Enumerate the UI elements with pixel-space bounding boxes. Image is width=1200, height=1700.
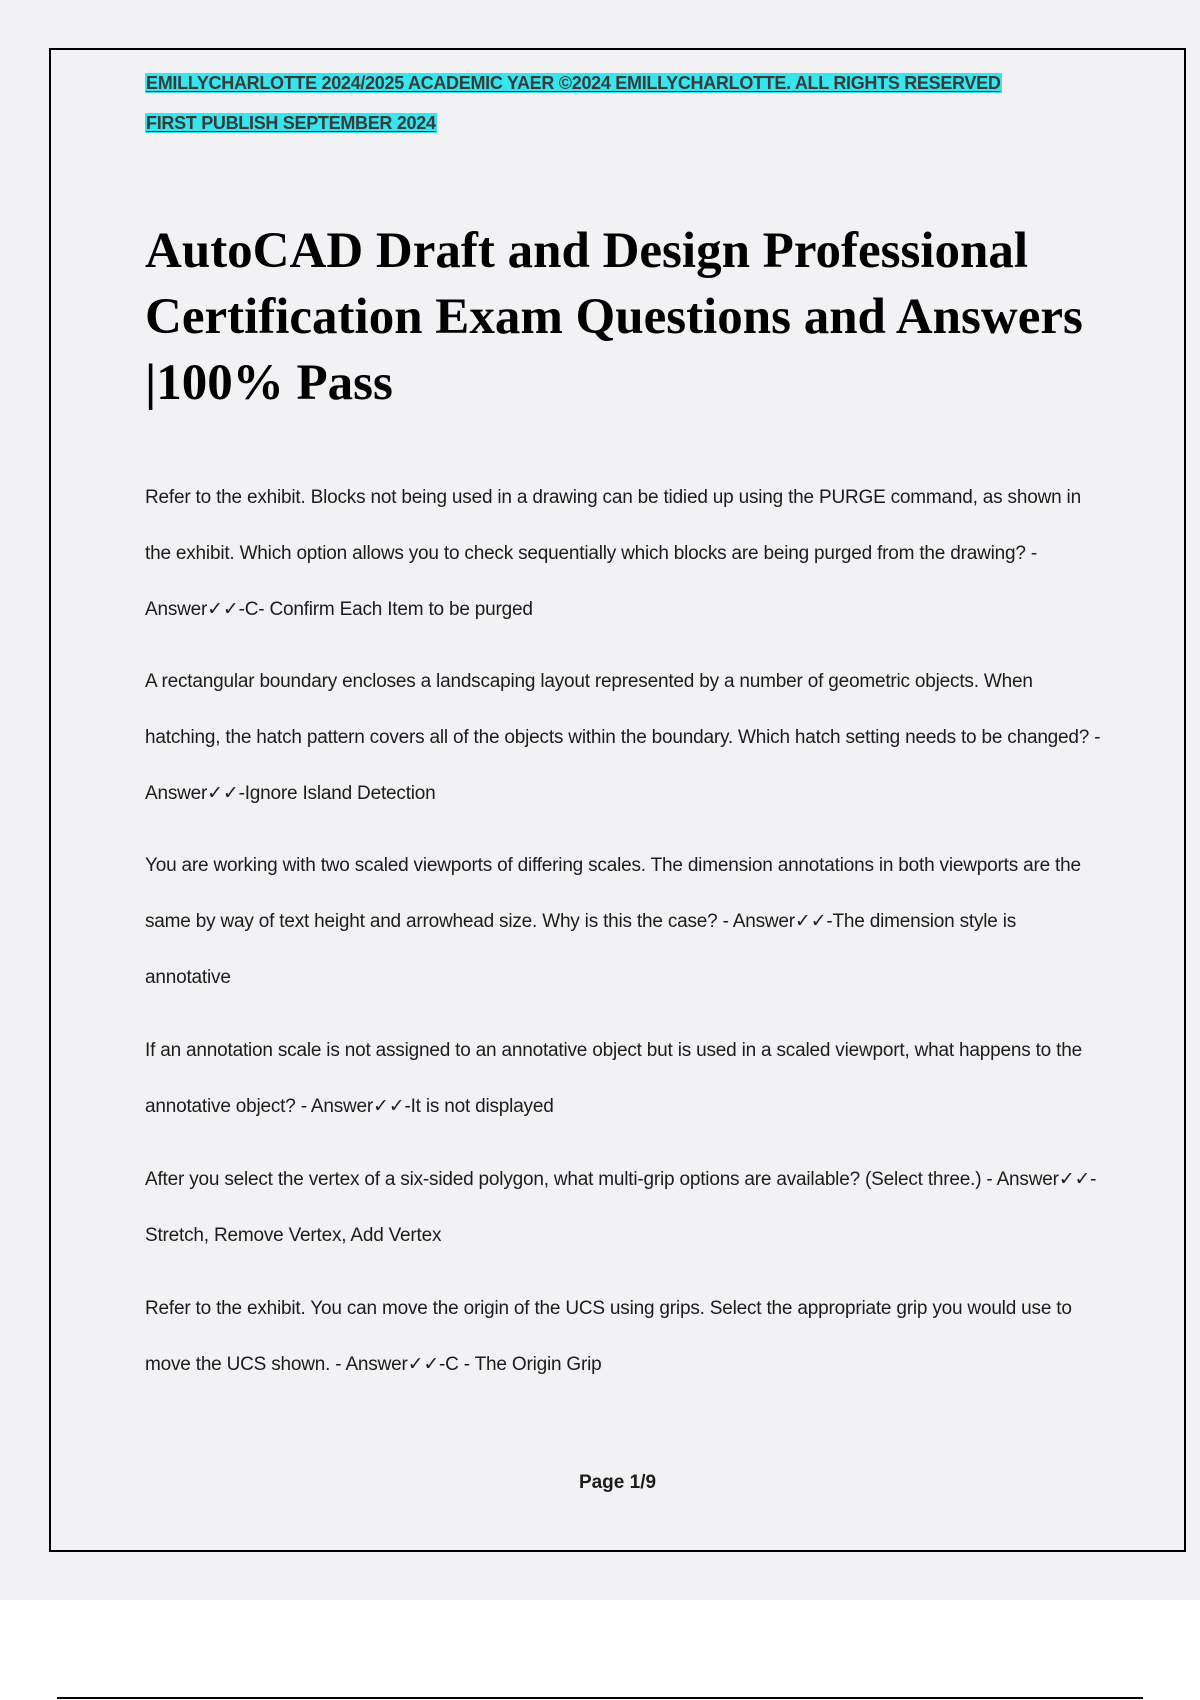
qa-item-5: After you select the vertex of a six-sided polygon, what multi-grip options are available? (Select three.) - Answer✓✓-Stretch, Remove Vertex, Add Vertex xyxy=(145,1169,1097,1246)
header-publish-date xyxy=(145,113,437,134)
next-page-divider xyxy=(57,1697,1143,1699)
header-copyright-text: EMILLYCHARLOTTE 2024/2025 ACADEMIC YAER ©2024 EMILLYCHARLOTTE. ALL RIGHTS RESERVED xyxy=(146,73,1001,93)
header-copyright xyxy=(145,73,1002,94)
qa-item-6: Refer to the exhibit. You can move the origin of the UCS using grips. Select the appropriate grip you would use to move the UCS shown. - Answer✓✓-C - The Origin Grip xyxy=(145,1298,1072,1375)
qa-item-4: If an annotation scale is not assigned to an annotative object but is used in a scaled viewport, what happens to the annotative object? - Answer✓✓-It is not displayed xyxy=(145,1040,1082,1117)
header-publish-text: FIRST PUBLISH SEPTEMBER 2024 xyxy=(146,113,436,133)
qa-item-3: You are working with two scaled viewports of differing scales. The dimension annotations in both viewports are the same by way of text height and arrowhead size. Why is this the case? - Answer✓✓-The dimension style is annotative xyxy=(145,855,1081,988)
page-number: Page 1/9 xyxy=(578,1472,657,1493)
qa-item-2: A rectangular boundary encloses a landscaping layout represented by a number of geometric objects. When hatching, the hatch pattern covers all of the objects within the boundary. Which hatch setting needs to be changed? - Answer✓✓-Ignore Island Detection xyxy=(145,671,1101,804)
qa-item-1: Refer to the exhibit. Blocks not being used in a drawing can be tidied up using the PURGE command, as shown in the exhibit. Which option allows you to check sequentially which blocks are being purged from the drawing? - Answer✓✓-C- Confirm Each Item to be purged xyxy=(145,487,1081,620)
document-title: AutoCAD Draft and Design Professional Certification Exam Questions and Answers |100% Pass xyxy=(145,223,1083,411)
